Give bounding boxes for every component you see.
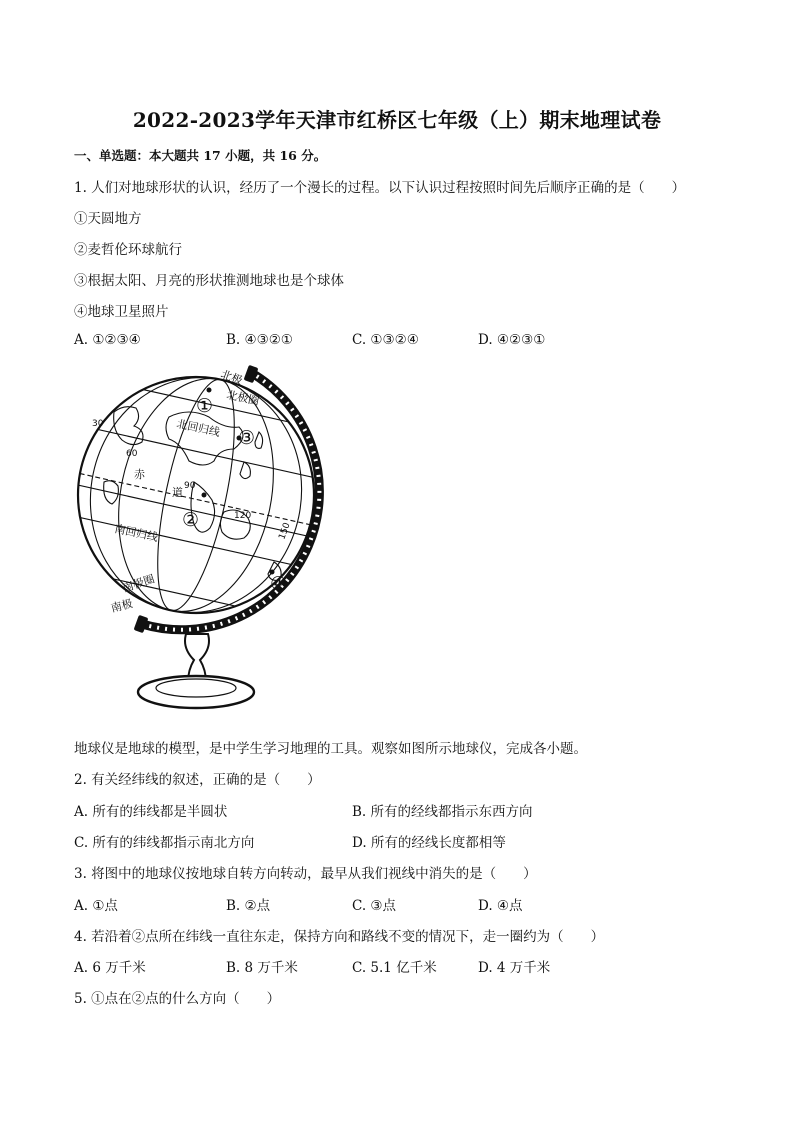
question-5-stem: 5. ①点在②点的什么方向（ ） (74, 991, 281, 1007)
question-4-stem: 4. 若沿着②点所在纬线一直往东走，保持方向和路线不变的情况下，走一圈约为（ ） (74, 929, 605, 945)
q1-item-3: ③根据太阳、月亮的形状推测地球也是个球体 (74, 273, 344, 289)
label-lon-60: 60 (126, 449, 138, 459)
globe-figure (74, 362, 336, 720)
q3-option-c: C. ③点 (352, 898, 397, 914)
label-lon-30: 30 (92, 419, 104, 429)
label-lon-90: 90 (184, 481, 196, 491)
q1-option-c: C. ①③②④ (352, 332, 419, 348)
q2-option-b: B. 所有的经线都指示东西方向 (352, 804, 533, 820)
q4-option-c: C. 5.1 亿千米 (352, 960, 437, 976)
point-4-label: ④ (270, 573, 288, 595)
label-north-pole: 北极 (218, 367, 245, 388)
point-1-dot (207, 388, 212, 393)
globe-stand-neck (185, 634, 209, 682)
label-lon-120: 120 (234, 511, 252, 521)
q4-option-d: D. 4 万千米 (478, 960, 551, 976)
point-1-label: ① (196, 395, 214, 417)
q4-option-a: A. 6 万千米 (74, 960, 146, 976)
q1-item-2: ②麦哲伦环球航行 (74, 242, 182, 258)
q1-option-d: D. ④②③① (478, 332, 546, 348)
q1-item-1: ①天圆地方 (74, 211, 142, 227)
question-1-stem: 1. 人们对地球形状的认识，经历了一个漫长的过程。以下认识过程按照时间先后顺序正确的是（ ） (74, 180, 686, 196)
label-south-pole: 南极 (109, 596, 135, 615)
section-heading: 一、单选题：本大题共 17 小题，共 16 分。 (74, 148, 327, 163)
question-3-stem: 3. 将图中的地球仪按地球自转方向转动，最早从我们视线中消失的是（ ） (74, 866, 537, 882)
point-3-label: ③ (238, 427, 256, 449)
q2-option-a: A. 所有的纬线都是半圆状 (74, 804, 228, 820)
label-tropic-cancer: 北回归线 (175, 417, 222, 440)
label-arctic-circle: 北极圈 (225, 388, 261, 408)
label-antarctic-circle: 南极圈 (120, 572, 157, 595)
q3-option-a: A. ①点 (74, 898, 118, 914)
label-equator-chi: 赤 (134, 468, 145, 481)
q2-option-d: D. 所有的经线长度都相等 (352, 835, 506, 851)
q2-option-c: C. 所有的纬线都指示南北方向 (74, 835, 255, 851)
q1-option-a: A. ①②③④ (74, 332, 141, 348)
q3-option-b: B. ②点 (226, 898, 271, 914)
label-equator-dao: 道 (172, 486, 183, 499)
q3-option-d: D. ④点 (478, 898, 523, 914)
label-tropic-capricorn: 南回归线 (113, 522, 160, 545)
q1-option-b: B. ④③②① (226, 332, 293, 348)
q1-item-4: ④地球卫星照片 (74, 304, 169, 320)
question-2-stem: 2. 有关经纬线的叙述，正确的是（ ） (74, 772, 321, 788)
q4-option-b: B. 8 万千米 (226, 960, 298, 976)
label-lon-150: 150 (277, 521, 293, 542)
point-2-label: ② (182, 509, 200, 531)
figure-intro: 地球仪是地球的模型，是中学生学习地理的工具。观察如图所示地球仪，完成各小题。 (74, 741, 587, 757)
point-2-dot (202, 493, 207, 498)
page-title: 2022-2023学年天津市红桥区七年级（上）期末地理试卷 (132, 108, 662, 132)
globe-stand-base (138, 676, 254, 708)
